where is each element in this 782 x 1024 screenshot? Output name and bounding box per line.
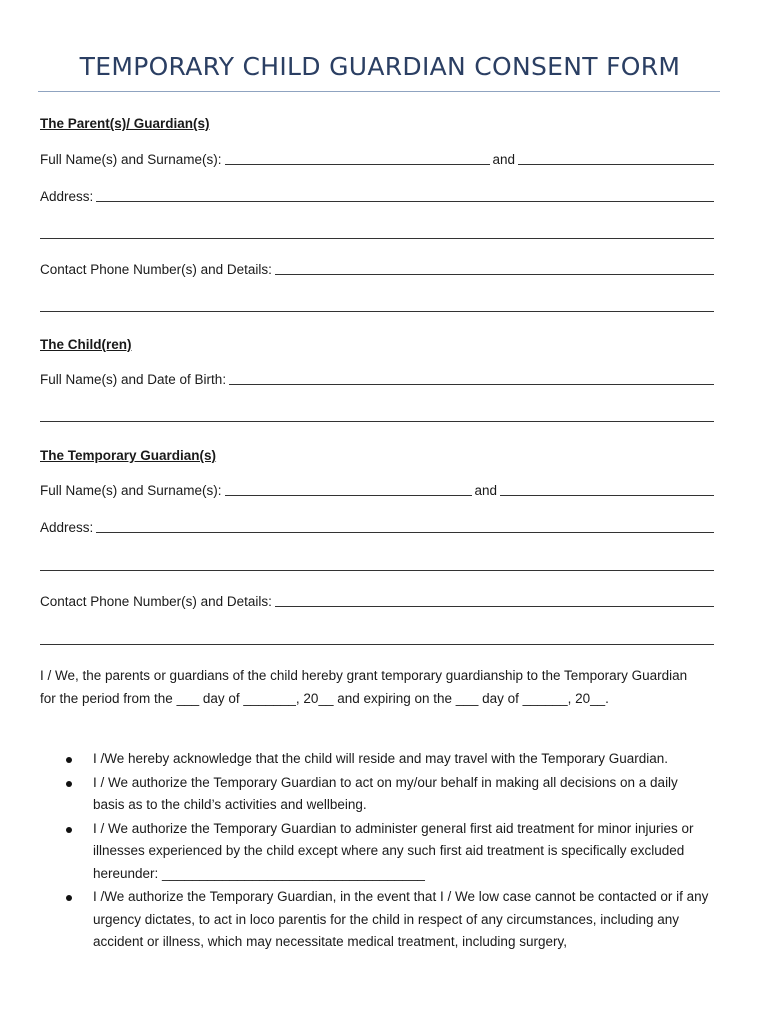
parents-name-input-2[interactable] xyxy=(518,152,714,165)
parents-phone-label: Contact Phone Number(s) and Details: xyxy=(40,262,272,277)
list-item: I / We authorize the Temporary Guardian to administer general first aid treatment for minor injuries or illnesses experienced by the child except where any such first aid treatment is specifically excluded hereunder: ___________________________________ xyxy=(60,818,710,886)
guardians-name-input-1[interactable] xyxy=(225,483,473,496)
parents-name-label: Full Name(s) and Surname(s): xyxy=(40,152,222,167)
guardians-name-input-2[interactable] xyxy=(500,483,714,496)
guardians-phone-line-2[interactable] xyxy=(40,644,714,645)
authorization-list xyxy=(60,748,710,955)
guardians-address-row xyxy=(40,520,714,535)
children-heading: The Child(ren) xyxy=(40,337,132,352)
grant-statement: I / We, the parents or guardians of the child hereby grant temporary guardianship to the Temporary Guardian for the period from the ___ day of _______, 20__ and expiring on the ___ day of ______, 20__. xyxy=(40,668,688,706)
guardians-name-label: Full Name(s) and Surname(s): xyxy=(40,483,222,498)
parents-and-label: and xyxy=(492,152,515,167)
guardians-address-line-2[interactable] xyxy=(40,570,714,571)
list-item: I /We authorize the Temporary Guardian, in the event that I / We low case cannot be contacted or if any urgency dictates, to act in loco parentis for the child in respect of any circumstances, including any accident or illness, which may necessitate medical treatment, including surgery, xyxy=(60,886,710,954)
children-name-input[interactable] xyxy=(229,372,714,385)
parents-name-input-1[interactable] xyxy=(225,152,491,165)
children-name-row xyxy=(40,372,714,387)
guardians-name-row xyxy=(40,483,714,498)
guardians-heading: The Temporary Guardian(s) xyxy=(40,448,217,463)
title-divider xyxy=(38,91,720,92)
children-name-line-2[interactable] xyxy=(40,421,714,422)
parents-name-row xyxy=(40,152,714,167)
parents-address-label: Address: xyxy=(40,189,94,204)
list-item: I / We authorize the Temporary Guardian to act on my/our behalf in making all decisions on a daily basis as to the child’s activities and wellbeing. xyxy=(60,772,710,817)
parents-phone-input[interactable] xyxy=(275,262,714,275)
guardians-phone-input[interactable] xyxy=(275,594,714,607)
parents-address-line-2[interactable] xyxy=(40,238,714,239)
list-item: I /We hereby acknowledge that the child will reside and may travel with the Temporary Guardian. xyxy=(60,748,710,771)
parents-heading: The Parent(s)/ Guardian(s) xyxy=(40,116,210,131)
guardians-address-input[interactable] xyxy=(96,520,714,533)
parents-address-input[interactable] xyxy=(96,189,714,202)
guardians-address-label: Address: xyxy=(40,520,94,535)
guardians-phone-row xyxy=(40,594,714,609)
children-name-label: Full Name(s) and Date of Birth: xyxy=(40,372,227,387)
guardians-and-label: and xyxy=(474,483,497,498)
form-title: TEMPORARY CHILD GUARDIAN CONSENT FORM xyxy=(79,52,681,81)
guardians-phone-label: Contact Phone Number(s) and Details: xyxy=(40,594,272,609)
parents-phone-row xyxy=(40,262,714,277)
parents-phone-line-2[interactable] xyxy=(40,311,714,312)
parents-address-row xyxy=(40,189,714,204)
